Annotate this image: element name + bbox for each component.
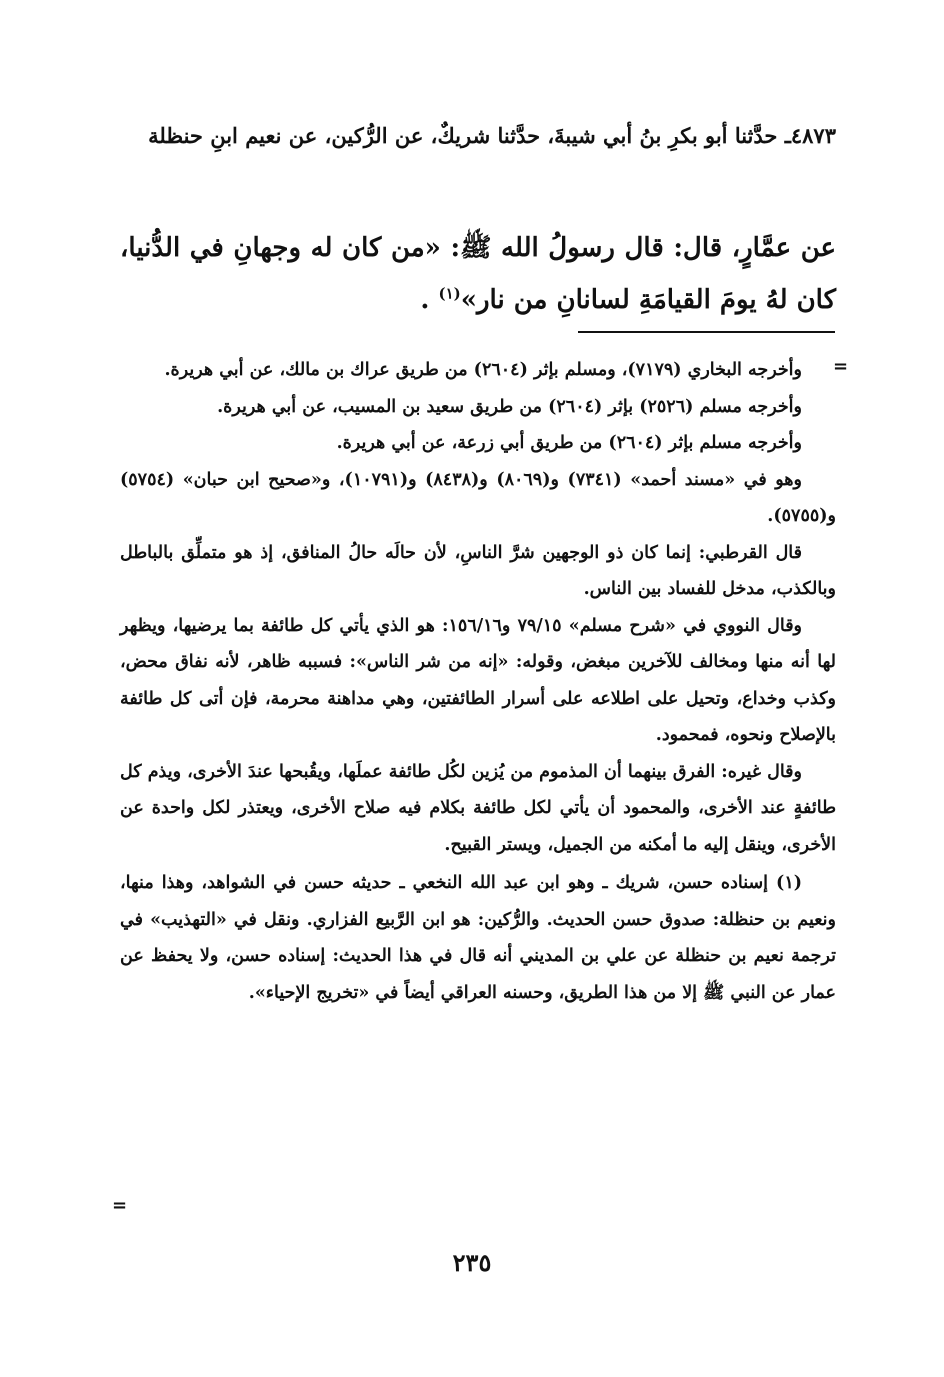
hadith-isnad [120, 112, 836, 160]
footnote-reference: (١) [438, 284, 461, 303]
continuation-mark-top: = [833, 356, 849, 377]
footnote-paragraph: وأخرجه البخاري (٧١٧٩)، ومسلم بإثر (٢٦٠٤) من طريق عراك بن مالك، عن أبي هريرة. [164, 360, 802, 380]
hadith-matn-paragraph [120, 222, 836, 326]
hadith-matn-text: عن عمَّارٍ، قال: قال رسولُ الله ﷺ: «من كان له وجهانِ في الدُّنيا، كان لهُ يومَ القيامَةِ لسانانِ من نار» [120, 233, 836, 315]
footnote-paragraph: وهو في «مسند أحمد» (٧٣٤١) و(٨٠٦٩) و(٨٤٣٨) و(١٠٧٩١)، و«صحيح ابن حبان» (٥٧٥٤) و(٥٧٥٥). [120, 469, 836, 526]
footnote-separator [578, 331, 835, 333]
hadith-isnad-text: ٤٨٧٣ـ حدَّثنا أبو بكرِ بنُ أبي شيبةَ، حدَّثنا شريكٌ، عن الرُّكين، عن نعيم ابنِ حنظلة [148, 123, 836, 148]
footnotes [120, 352, 836, 1011]
page-number: ٢٣٥ [452, 1248, 492, 1277]
hadith-matn-end: . [420, 285, 439, 315]
footnote-1: (١) إسناده حسن، شريك ـ وهو ابن عبد الله النخعي ـ حديثه حسن في الشواهد، وهذا منها، ونعيم بن حنظلة: صدوق حسن الحديث. والرُّكين: هو ابن الرَّبيع الفزاري. ونقل في «التهذيب» في ترجمة نعيم بن حنظلة عن علي بن المديني أنه قال في هذا الحديث: إسناده حسن، ولا يحفظ عن عمار عن النبي ﷺ إلا من هذا الطريق، وحسنه العراقي أيضاً في «تخريج الإحياء». [120, 873, 836, 1003]
footnote-paragraph: قال القرطبي: إنما كان ذو الوجهين شرَّ الناسِ، لأن حالَه حالُ المنافق، إذ هو متملِّق بالباطل وبالكذب، مدخل للفساد بين الناس. [120, 542, 836, 599]
footnote-paragraph: وأخرجه مسلم (٢٥٢٦) بإثر (٢٦٠٤) من طريق سعيد بن المسيب، عن أبي هريرة. [217, 396, 802, 417]
hadith-matn [120, 222, 836, 326]
footnote-paragraph: وأخرجه مسلم بإثر (٢٦٠٤) من طريق أبي زرعة، عن أبي هريرة. [336, 433, 802, 453]
continuation-mark-bottom: = [112, 1195, 128, 1216]
footnote-paragraph: وقال النووي في «شرح مسلم» ٧٩/١٥ و١٥٦/١٦: هو الذي يأتي كل طائفة بما يرضيها، ويظهر لها أنه منها ومخالف للآخرين مبغض، وقوله: «إنه من شر الناس»: فسببه ظاهر، لأنه نفاق محض، وكذب وخداع، وتحيل على اطلاعه على أسرار الطائفتين، وهي مداهنة محرمة، فإن أتى كل طائفة بالإصلاح ونحوه، فمحمود. [120, 615, 836, 745]
footnote-paragraph: وقال غيره: الفرق بينهما أن المذموم من يُزين لكُل طائفة عملَها، ويقُبحها عندَ الأخرى، ويذم كل طائفةٍ عند الأخرى، والمحمود أن يأتي لكل طائفة بكلام فيه صلاح الأخرى، ويعتذر لكل واحدة عن الأخرى، وينقل إليه ما أمكنه من الجميل، ويستر القبيح. [120, 761, 836, 855]
